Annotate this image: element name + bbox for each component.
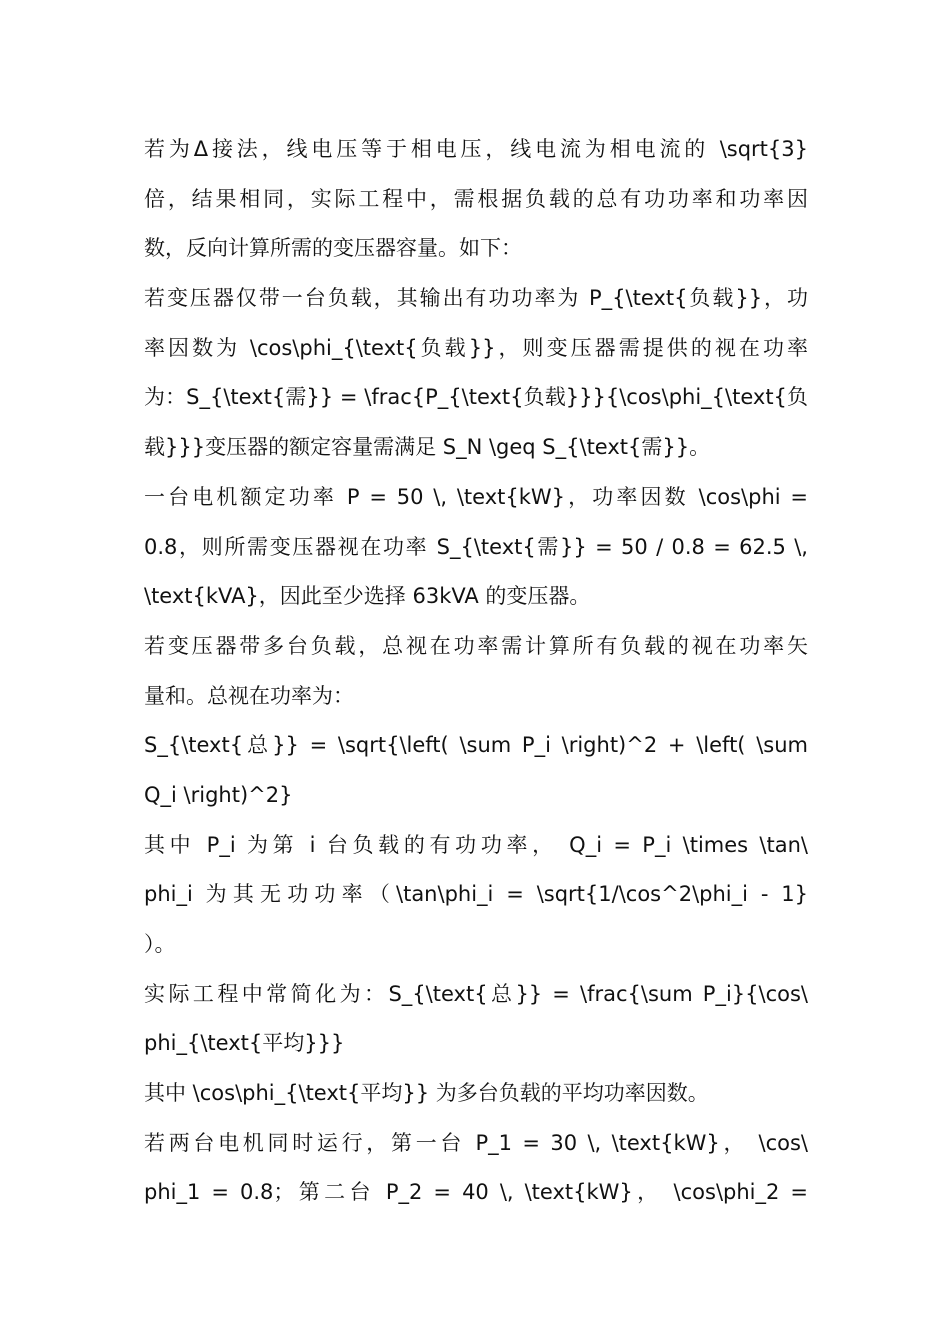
text-line-6: 为：S_{\text{需}} = \frac{P_{\text{负载}}}{\cos\phi_{\text{负 <box>144 385 808 410</box>
text-line-22: phi_1 = 0.8；第二台 P_2 = 40 \, \text{kW}， \cos\phi_2 = <box>144 1180 808 1205</box>
text-line-2: 倍，结果相同，实际工程中，需根据负载的总有功功率和功率因 <box>144 186 808 211</box>
text-line-17: ）。 <box>144 932 176 956</box>
text-line-11: 若变压器带多台负载，总视在功率需计算所有负载的视在功率矢 <box>144 633 808 658</box>
text-line-3: 数，反向计算所需的变压器容量。如下： <box>144 236 522 261</box>
text-line-8: 一台电机额定功率 P = 50 \, \text{kW}，功率因数 \cos\phi = <box>144 484 808 509</box>
document-body <box>144 125 808 1218</box>
text-line-9: 0.8，则所需变压器视在功率 S_{\text{需}} = 50 / 0.8 = 62.5 \, <box>144 534 808 559</box>
text-line-12: 量和。总视在功率为： <box>144 683 354 708</box>
text-line-16: phi_i 为其无功功率（\tan\phi_i = \sqrt{1/\cos^2\phi_i - 1} <box>144 882 808 907</box>
text-line-5: 率因数为 \cos\phi_{\text{负载}}，则变压器需提供的视在功率 <box>144 335 808 360</box>
text-line-7: 载}}}变压器的额定容量需满足 S_N \geq S_{\text{需}}。 <box>144 435 711 460</box>
text-line-20: 其中 \cos\phi_{\text{平均}} 为多台负载的平均功率因数。 <box>144 1081 709 1106</box>
text-line-10: \text{kVA}，因此至少选择 63kVA 的变压器。 <box>144 584 591 609</box>
text-line-1: 若为Δ接法，线电压等于相电压，线电流为相电流的 \sqrt{3} <box>144 137 808 161</box>
text-line-4: 若变压器仅带一台负载，其输出有功功率为 P_{\text{负载}}，功 <box>144 286 808 311</box>
text-line-14: Q_i \right)^2} <box>144 782 293 807</box>
text-line-19: phi_{\text{平均}}} <box>144 1031 345 1056</box>
text-line-13: S_{\text{总}} = \sqrt{\left( \sum P_i \right)^2 + \left( \sum <box>144 733 808 758</box>
text-line-21: 若两台电机同时运行，第一台 P_1 = 30 \, \text{kW}， \cos\ <box>144 1130 808 1155</box>
text-line-15: 其中 P_i 为第 i 台负载的有功功率， Q_i = P_i \times \tan\ <box>144 832 808 857</box>
text-line-18: 实际工程中常简化为：S_{\text{总}} = \frac{\sum P_i}{\cos\ <box>144 981 808 1006</box>
